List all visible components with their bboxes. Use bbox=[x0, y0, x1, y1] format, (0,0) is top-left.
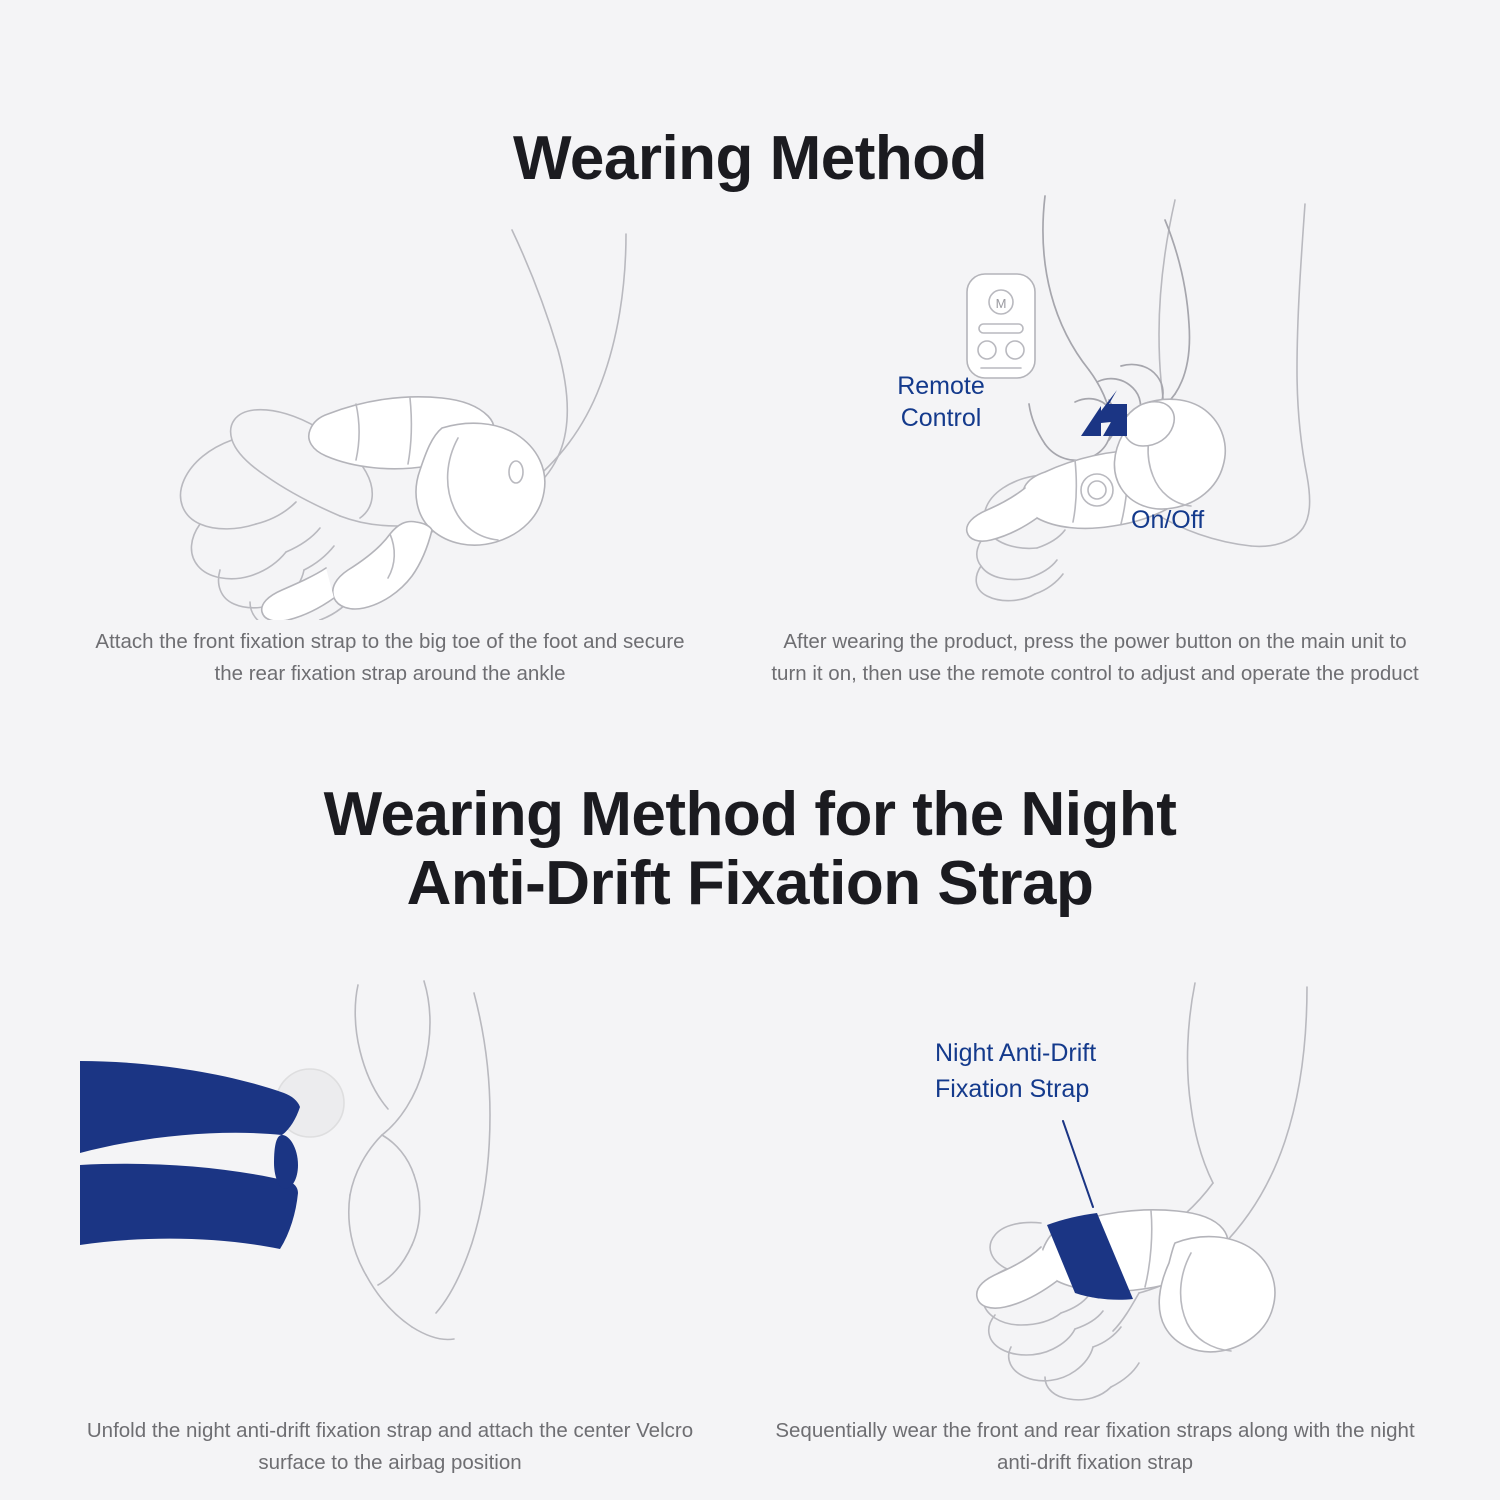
step-panel-power-on-remote bbox=[745, 190, 1445, 710]
brace-device-main-unit bbox=[977, 1210, 1275, 1352]
navy-strap bbox=[80, 1061, 300, 1249]
figure-hand-pressing-power-button-with-remote bbox=[745, 190, 1445, 620]
page-title-night-strap-line2: Anti-Drift Fixation Strap bbox=[406, 849, 1094, 919]
device-outline-back bbox=[276, 981, 490, 1340]
remote-control-label-line1: Remote bbox=[897, 372, 985, 400]
step-panel-unfold-strap bbox=[60, 975, 720, 1499]
brace-device-main-unit bbox=[262, 397, 545, 620]
page-title-wearing-method: Wearing Method bbox=[512, 123, 988, 193]
foot-and-leg-outline bbox=[976, 200, 1309, 601]
remote-control-device bbox=[967, 274, 1035, 378]
step-caption: Attach the front fixation strap to the big toe of the foot and secure the rear fixation strap around the ankle bbox=[95, 630, 685, 685]
step-panel-attach-straps bbox=[60, 190, 720, 710]
night-strap-label-line1: Night Anti-Drift bbox=[935, 1039, 1097, 1067]
page-title-night-strap-line1: Wearing Method for the Night bbox=[323, 780, 1177, 849]
step-caption: Unfold the night anti-drift fixation strap and attach the center Velcro surface to the airbag position bbox=[86, 1419, 694, 1474]
figure-foot-with-brace-side-view bbox=[60, 190, 720, 620]
on-off-label: On/Off bbox=[1131, 506, 1205, 534]
page-title-night-strap bbox=[0, 780, 1500, 919]
remote-control-label-line2: Control bbox=[900, 404, 982, 432]
pointer-line-to-strap bbox=[1063, 1121, 1093, 1207]
step-caption: Sequentially wear the front and rear fixation straps along with the night anti-drift fixation strap bbox=[775, 1419, 1415, 1474]
night-strap-label-line2: Fixation Strap bbox=[935, 1075, 1090, 1103]
figure-foot-wearing-night-strap bbox=[745, 975, 1445, 1405]
step-panel-wear-night-strap bbox=[745, 975, 1445, 1499]
remote-button-m-label: M bbox=[995, 296, 1007, 311]
figure-unfolding-navy-strap-onto-airbag bbox=[60, 975, 720, 1405]
step-caption: After wearing the product, press the power button on the main unit to turn it on, then use the remote control to adjust and operate the product bbox=[771, 630, 1419, 685]
